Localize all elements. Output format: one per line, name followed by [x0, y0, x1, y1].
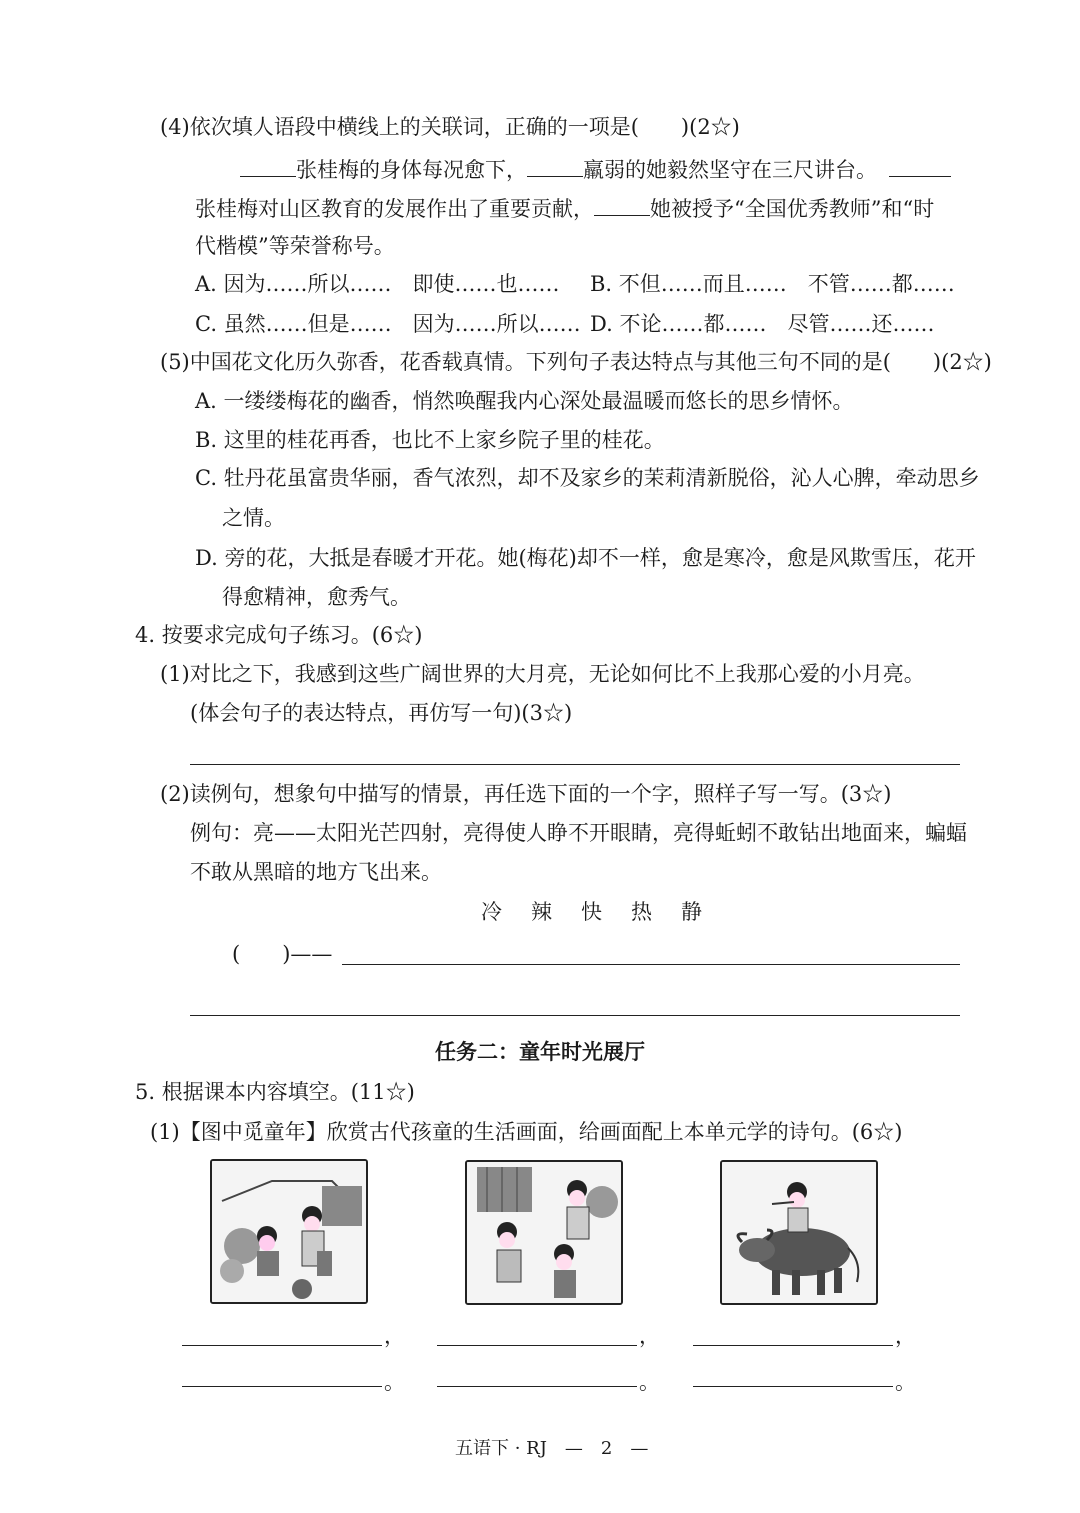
q4-paren-prompt: ( )——	[232, 942, 333, 966]
answer-line[interactable]	[693, 1345, 893, 1346]
option-c[interactable]: C. 虽然……但是…… 因为……所以……	[195, 312, 581, 336]
q4-example-line2: 不敢从黑暗的地方飞出来。	[190, 860, 442, 884]
q4-4-passage-line2: 张桂梅对山区教育的发展作出了重要贡献， 她被授予“全国优秀教师”和“时	[195, 197, 935, 221]
answer-line[interactable]	[437, 1345, 637, 1346]
q4-4-passage-line1: 张桂梅的身体每况愈下， 羸弱的她毅然坚守在三尺讲台。	[240, 156, 951, 184]
q4-s1-instruction: (体会句子的表达特点，再仿写一句)(3☆)	[190, 701, 573, 725]
q4-5-option-c-cont: 之情。	[222, 506, 285, 530]
period: 。	[895, 1370, 916, 1394]
q5-title: 5. 根据课本内容填空。(11☆)	[135, 1080, 415, 1104]
answer-blank[interactable]	[889, 158, 951, 177]
answer-line[interactable]	[342, 964, 960, 965]
q4-5-option-d-cont: 得愈精神，愈秀气。	[222, 585, 411, 609]
comma: ，	[895, 1324, 916, 1348]
q4-character-choices: 冷 辣 快 热 静	[481, 900, 706, 924]
answer-blank[interactable]	[527, 158, 583, 177]
q4-5-option-a[interactable]: A. 一缕缕梅花的幽香，悄然唤醒我内心深处最温暖而悠长的思乡情怀。	[195, 389, 854, 413]
task2-heading: 任务二：童年时光展厅	[435, 1040, 645, 1064]
q4-s1: (1)对比之下，我感到这些广阔世界的大月亮，无论如何比不上我那心爱的小月亮。	[160, 662, 925, 686]
q4-example-line1: 例句：亮——太阳光芒四射，亮得使人睁不开眼睛，亮得蚯蚓不敢钻出地面来，蝙蝠	[190, 821, 967, 845]
comma: ，	[639, 1324, 660, 1348]
q4-5-stem: (5)中国花文化历久弥香，花香载真情。下列句子表达特点与其他三句不同的是( )(2☆)	[160, 350, 992, 374]
page-footer: 五语下 · RJ — 2 —	[455, 1438, 649, 1459]
illustration-children-playing	[465, 1160, 623, 1305]
q4-title: 4. 按要求完成句子练习。(6☆)	[135, 623, 423, 647]
illustration-children-yard	[210, 1159, 368, 1304]
option-d[interactable]: D. 不论……都…… 尽管……还……	[590, 312, 935, 336]
q4-5-option-d[interactable]: D. 旁的花，大抵是春暖才开花。她(梅花)却不一样，愈是寒冷，愈是风欺雪压，花开	[195, 546, 976, 570]
q4-4-passage-line3: 代楷模”等荣誉称号。	[195, 234, 395, 258]
answer-line[interactable]	[182, 1345, 382, 1346]
q4-s2: (2)读例句，想象句中描写的情景，再任选下面的一个字，照样子写一写。(3☆)	[160, 782, 892, 806]
q5-s1: (1)【图中觅童年】欣赏古代孩童的生活画面，给画面配上本单元学的诗句。(6☆)	[150, 1120, 903, 1144]
comma: ，	[384, 1324, 405, 1348]
answer-line[interactable]	[693, 1386, 893, 1387]
illustration-boy-on-buffalo	[720, 1160, 878, 1305]
period: 。	[384, 1370, 405, 1394]
answer-line[interactable]	[437, 1386, 637, 1387]
period: 。	[639, 1370, 660, 1394]
answer-line[interactable]	[190, 1015, 960, 1016]
answer-blank[interactable]	[240, 158, 296, 177]
answer-line[interactable]	[190, 764, 960, 765]
answer-blank[interactable]	[594, 197, 650, 216]
answer-line[interactable]	[182, 1386, 382, 1387]
q4-5-option-c[interactable]: C. 牡丹花虽富贵华丽，香气浓烈，却不及家乡的茉莉清新脱俗，沁人心脾，牵动思乡	[195, 466, 980, 490]
q4-4-stem: (4)依次填人语段中横线上的关联词，正确的一项是( )(2☆)	[160, 115, 740, 139]
option-b[interactable]: B. 不但……而且…… 不管……都……	[590, 272, 955, 296]
q4-5-option-b[interactable]: B. 这里的桂花再香，也比不上家乡院子里的桂花。	[195, 428, 665, 452]
option-a[interactable]: A. 因为……所以…… 即使……也……	[195, 272, 560, 296]
